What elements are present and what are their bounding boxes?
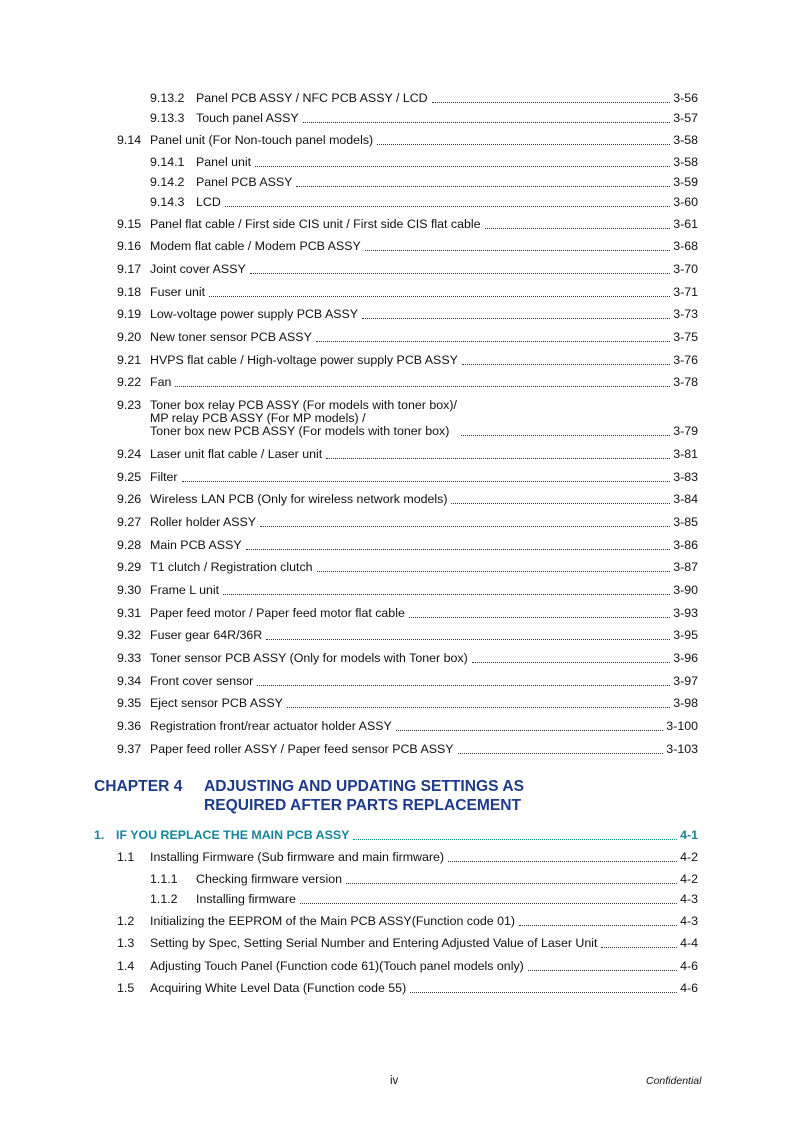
toc-entry-1-4[interactable] bbox=[117, 959, 698, 974]
entry-page: 4-6 bbox=[680, 981, 698, 995]
entry-title: Front cover sensor bbox=[150, 674, 254, 688]
entry-title: IF YOU REPLACE THE MAIN PCB ASSY bbox=[116, 828, 350, 842]
entry-page: 3-86 bbox=[673, 538, 698, 552]
entry-title: LCD bbox=[196, 195, 221, 209]
entry-number: 9.33 bbox=[117, 651, 142, 665]
entry-page: 4-3 bbox=[680, 914, 698, 928]
page-number: iv bbox=[390, 1075, 399, 1087]
entry-title: Paper feed roller ASSY / Paper feed sensor PCB ASSY bbox=[150, 742, 454, 756]
dot-leader bbox=[519, 924, 677, 926]
entry-page: 3-61 bbox=[673, 217, 698, 231]
toc-entry-9-25[interactable] bbox=[117, 470, 698, 485]
entry-page: 4-6 bbox=[680, 959, 698, 973]
entry-number: 9.14.2 bbox=[150, 175, 185, 189]
entry-number: 9.29 bbox=[117, 560, 142, 574]
dot-leader bbox=[362, 317, 670, 319]
toc-entry-9-31[interactable] bbox=[117, 606, 698, 621]
toc-entry-1-2[interactable] bbox=[117, 914, 698, 929]
entry-title: New toner sensor PCB ASSY bbox=[150, 330, 312, 344]
toc-entry-9-19[interactable] bbox=[117, 307, 698, 322]
entry-number: 9.14.3 bbox=[150, 195, 185, 209]
dot-leader bbox=[175, 385, 670, 387]
entry-page: 3-70 bbox=[673, 262, 698, 276]
entry-title: Registration front/rear actuator holder ASSY bbox=[150, 719, 392, 733]
toc-entry-9-18[interactable] bbox=[117, 285, 698, 300]
entry-page: 3-76 bbox=[673, 353, 698, 367]
toc-entry-9-29[interactable] bbox=[117, 560, 698, 575]
entry-title: Low-voltage power supply PCB ASSY bbox=[150, 307, 358, 321]
entry-page: 3-93 bbox=[673, 606, 698, 620]
entry-title: Main PCB ASSY bbox=[150, 538, 242, 552]
dot-leader bbox=[266, 638, 670, 640]
entry-title: Adjusting Touch Panel (Function code 61)(Touch panel models only) bbox=[150, 959, 524, 973]
entry-number: 1.4 bbox=[117, 959, 135, 973]
toc-entry-9-20[interactable] bbox=[117, 330, 698, 345]
entry-title bbox=[150, 399, 457, 439]
toc-entry-9-13-3[interactable] bbox=[150, 111, 698, 126]
dot-leader bbox=[461, 434, 670, 436]
entry-page: 3-59 bbox=[673, 175, 698, 189]
toc-entry-9-26[interactable] bbox=[117, 492, 698, 507]
entry-number: 9.17 bbox=[117, 262, 142, 276]
entry-title: Wireless LAN PCB (Only for wireless network models) bbox=[150, 492, 448, 506]
chapter-title-line: REQUIRED AFTER PARTS REPLACEMENT bbox=[204, 797, 522, 814]
dot-leader bbox=[451, 502, 670, 504]
entry-number: 9.24 bbox=[117, 447, 142, 461]
toc-entry-9-13-2[interactable] bbox=[150, 91, 698, 106]
entry-number: 9.13.3 bbox=[150, 111, 185, 125]
entry-number: 1.5 bbox=[117, 981, 135, 995]
dot-leader bbox=[462, 363, 670, 365]
toc-entry-9-36[interactable] bbox=[117, 719, 698, 734]
dot-leader bbox=[246, 548, 671, 550]
dot-leader bbox=[326, 457, 670, 459]
toc-entry-9-37[interactable] bbox=[117, 742, 698, 757]
entry-title: Paper feed motor / Paper feed motor flat cable bbox=[150, 606, 405, 620]
entry-page: 3-60 bbox=[673, 195, 698, 209]
chapter-label: CHAPTER 4 bbox=[94, 778, 183, 795]
entry-number: 9.19 bbox=[117, 307, 142, 321]
entry-title: Panel PCB ASSY / NFC PCB ASSY / LCD bbox=[196, 91, 428, 105]
entry-number: 9.28 bbox=[117, 538, 142, 552]
toc-entry-9-30[interactable] bbox=[117, 583, 698, 598]
entry-title: Setting by Spec, Setting Serial Number and Entering Adjusted Value of Laser Unit bbox=[150, 936, 598, 950]
entry-number: 9.14 bbox=[117, 133, 142, 147]
entry-number: 9.34 bbox=[117, 674, 142, 688]
dot-leader bbox=[377, 143, 670, 145]
entry-number: 9.22 bbox=[117, 375, 142, 389]
entry-number: 9.35 bbox=[117, 696, 142, 710]
chapter-title-line: ADJUSTING AND UPDATING SETTINGS AS bbox=[204, 778, 524, 795]
toc-entry-9-14-2[interactable] bbox=[150, 175, 698, 190]
dot-leader bbox=[255, 165, 670, 167]
entry-page: 3-100 bbox=[666, 719, 698, 733]
entry-number: 9.31 bbox=[117, 606, 142, 620]
entry-number: 9.32 bbox=[117, 628, 142, 642]
entry-title: Panel flat cable / First side CIS unit / First side CIS flat cable bbox=[150, 217, 481, 231]
toc-entry-1[interactable] bbox=[94, 828, 698, 843]
toc-entry-9-22[interactable] bbox=[117, 375, 698, 390]
entry-title: Laser unit flat cable / Laser unit bbox=[150, 447, 323, 461]
dot-leader bbox=[225, 205, 670, 207]
entry-page: 4-2 bbox=[680, 850, 698, 864]
entry-number: 9.20 bbox=[117, 330, 142, 344]
entry-title: Checking firmware version bbox=[196, 872, 342, 886]
dot-leader bbox=[528, 969, 677, 971]
entry-page: 3-83 bbox=[673, 470, 698, 484]
entry-title: Frame L unit bbox=[150, 583, 220, 597]
entry-page: 3-103 bbox=[666, 742, 698, 756]
entry-title: Fuser gear 64R/36R bbox=[150, 628, 263, 642]
entry-number: 9.26 bbox=[117, 492, 142, 506]
toc-entry-9-23[interactable] bbox=[117, 399, 698, 439]
entry-page: 3-96 bbox=[673, 651, 698, 665]
entry-title-line: Toner box relay PCB ASSY (For models with toner box)/ bbox=[150, 398, 457, 412]
entry-page: 3-57 bbox=[673, 111, 698, 125]
entry-number: 9.18 bbox=[117, 285, 142, 299]
entry-page: 3-85 bbox=[673, 515, 698, 529]
chapter-title bbox=[204, 777, 524, 815]
entry-number: 1.3 bbox=[117, 936, 135, 950]
entry-title: Modem flat cable / Modem PCB ASSY bbox=[150, 239, 361, 253]
entry-title-line: MP relay PCB ASSY (For MP models) / bbox=[150, 410, 366, 425]
dot-leader bbox=[223, 593, 670, 595]
toc-entry-9-32[interactable] bbox=[117, 628, 698, 643]
toc-entry-9-33[interactable] bbox=[117, 651, 698, 666]
toc-entry-9-27[interactable] bbox=[117, 515, 698, 530]
toc-entry-9-34[interactable] bbox=[117, 674, 698, 689]
entry-page: 3-98 bbox=[673, 696, 698, 710]
toc-entry-9-17[interactable] bbox=[117, 262, 698, 277]
dot-leader bbox=[432, 101, 671, 103]
dot-leader bbox=[353, 838, 677, 840]
entry-number: 9.37 bbox=[117, 742, 142, 756]
entry-page: 4-1 bbox=[680, 828, 698, 842]
entry-page: 3-71 bbox=[673, 285, 698, 299]
entry-number: 9.16 bbox=[117, 239, 142, 253]
entry-title: Installing firmware bbox=[196, 892, 296, 906]
entry-page: 3-75 bbox=[673, 330, 698, 344]
entry-number: 1. bbox=[94, 828, 105, 842]
confidential-label: Confidential bbox=[646, 1075, 702, 1087]
toc-entry-9-14-3[interactable] bbox=[150, 195, 698, 210]
toc-entry-9-28[interactable] bbox=[117, 538, 698, 553]
entry-number: 1.1 bbox=[117, 850, 135, 864]
dot-leader bbox=[209, 295, 670, 297]
entry-page: 3-78 bbox=[673, 375, 698, 389]
entry-number: 9.15 bbox=[117, 217, 142, 231]
dot-leader bbox=[316, 340, 670, 342]
entry-title: T1 clutch / Registration clutch bbox=[150, 560, 313, 574]
dot-leader bbox=[257, 684, 670, 686]
dot-leader bbox=[182, 480, 671, 482]
entry-page: 3-97 bbox=[673, 674, 698, 688]
dot-leader bbox=[601, 946, 677, 948]
dot-leader bbox=[317, 570, 671, 572]
toc-entry-9-35[interactable] bbox=[117, 696, 698, 711]
chapter-heading[interactable] bbox=[94, 777, 524, 815]
toc-entry-9-15[interactable] bbox=[117, 217, 698, 232]
entry-page: 3-87 bbox=[673, 560, 698, 574]
dot-leader bbox=[346, 882, 677, 884]
entry-page: 3-79 bbox=[673, 424, 698, 438]
dot-leader bbox=[365, 249, 670, 251]
dot-leader bbox=[458, 752, 664, 754]
toc-entry-1-1-1[interactable] bbox=[150, 872, 698, 887]
entry-title: Fuser unit bbox=[150, 285, 206, 299]
entry-page: 4-4 bbox=[680, 936, 698, 950]
entry-number: 9.25 bbox=[117, 470, 142, 484]
toc-entry-9-24[interactable] bbox=[117, 447, 698, 462]
entry-page: 4-2 bbox=[680, 872, 698, 886]
entry-title: Panel unit (For Non-touch panel models) bbox=[150, 133, 374, 147]
entry-title: Acquiring White Level Data (Function code 55) bbox=[150, 981, 407, 995]
entry-title: Fan bbox=[150, 375, 172, 389]
entry-number: 9.30 bbox=[117, 583, 142, 597]
entry-number: 1.2 bbox=[117, 914, 135, 928]
entry-number: 1.1.1 bbox=[150, 872, 178, 886]
dot-leader bbox=[472, 661, 670, 663]
entry-page: 3-84 bbox=[673, 492, 698, 506]
entry-title: Installing Firmware (Sub firmware and main firmware) bbox=[150, 850, 445, 864]
dot-leader bbox=[409, 616, 670, 618]
entry-page: 4-3 bbox=[680, 892, 698, 906]
dot-leader bbox=[296, 185, 670, 187]
entry-title: Roller holder ASSY bbox=[150, 515, 257, 529]
toc-entry-9-14[interactable] bbox=[117, 133, 698, 148]
toc-entry-1-1[interactable] bbox=[117, 850, 698, 865]
entry-title: Joint cover ASSY bbox=[150, 262, 246, 276]
entry-number: 9.14.1 bbox=[150, 155, 185, 169]
dot-leader bbox=[448, 860, 677, 862]
entry-page: 3-68 bbox=[673, 239, 698, 253]
entry-number: 9.21 bbox=[117, 353, 142, 367]
entry-title: Touch panel ASSY bbox=[196, 111, 299, 125]
toc-entry-1-3[interactable] bbox=[117, 936, 698, 951]
toc-entry-1-1-2[interactable] bbox=[150, 892, 698, 907]
dot-leader bbox=[250, 272, 670, 274]
entry-number: 9.23 bbox=[117, 398, 142, 412]
dot-leader bbox=[303, 121, 671, 123]
entry-number: 9.13.2 bbox=[150, 91, 185, 105]
dot-leader bbox=[300, 902, 677, 904]
entry-title-line: Toner box new PCB ASSY (For models with toner box) bbox=[150, 424, 450, 438]
entry-title: Panel unit bbox=[196, 155, 252, 169]
entry-page: 3-81 bbox=[673, 447, 698, 461]
toc-entry-9-14-1[interactable] bbox=[150, 155, 698, 170]
entry-title: Initializing the EEPROM of the Main PCB ASSY(Function code 01) bbox=[150, 914, 516, 928]
entry-page: 3-58 bbox=[673, 155, 698, 169]
dot-leader bbox=[485, 227, 671, 229]
entry-page: 3-56 bbox=[673, 91, 698, 105]
dot-leader bbox=[287, 706, 670, 708]
entry-page: 3-58 bbox=[673, 133, 698, 147]
entry-page: 3-90 bbox=[673, 583, 698, 597]
entry-number: 9.27 bbox=[117, 515, 142, 529]
entry-number: 9.36 bbox=[117, 719, 142, 733]
entry-number: 1.1.2 bbox=[150, 892, 178, 906]
entry-page: 3-73 bbox=[673, 307, 698, 321]
toc-entry-1-5[interactable] bbox=[117, 981, 698, 996]
entry-title: Eject sensor PCB ASSY bbox=[150, 696, 283, 710]
entry-title: Panel PCB ASSY bbox=[196, 175, 293, 189]
toc-entry-9-16[interactable] bbox=[117, 239, 698, 254]
entry-page: 3-95 bbox=[673, 628, 698, 642]
entry-title: HVPS flat cable / High-voltage power supply PCB ASSY bbox=[150, 353, 458, 367]
dot-leader bbox=[410, 991, 677, 993]
entry-title: Filter bbox=[150, 470, 178, 484]
entry-title: Toner sensor PCB ASSY (Only for models with Toner box) bbox=[150, 651, 468, 665]
toc-entry-9-21[interactable] bbox=[117, 353, 698, 368]
dot-leader bbox=[260, 525, 670, 527]
dot-leader bbox=[396, 729, 664, 731]
